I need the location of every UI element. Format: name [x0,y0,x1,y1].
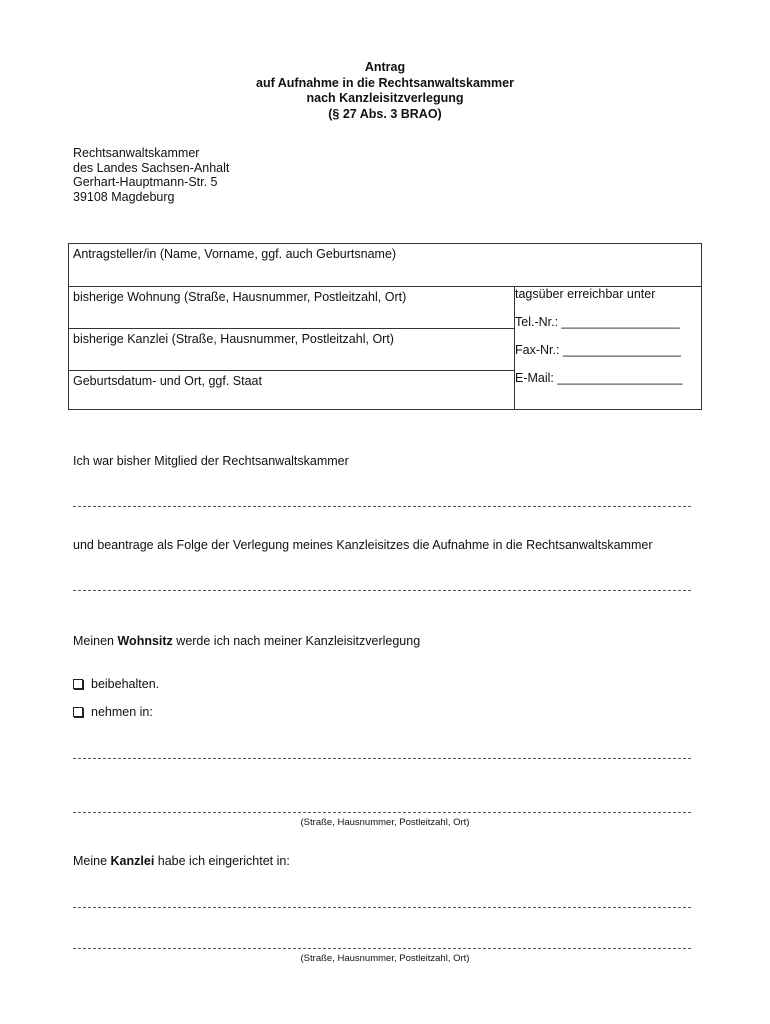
office-prefix: Meine [73,854,111,868]
previous-residence-field[interactable] [69,287,515,329]
applicant-label: Antragsteller/in (Name, Vorname, ggf. auch Geburtsname) [73,247,397,261]
keep-checkbox[interactable] [73,679,83,689]
phone-field[interactable]: Tel.-Nr.: _________________ [515,315,680,329]
new-residence-line-2[interactable] [73,812,691,813]
contact-cell [515,287,702,410]
option-take-row [73,705,153,719]
previous-office-field[interactable] [69,329,515,371]
title-line-4: (§ 27 Abs. 3 BRAO) [328,106,442,121]
residence-statement [73,634,420,648]
new-residence-line-1[interactable] [73,758,691,759]
applicant-form-table [68,243,702,410]
member-text: Ich war bisher Mitglied der Rechtsanwaltskammer [73,454,349,468]
previous-residence-label: bisherige Wohnung (Straße, Hausnummer, Postleitzahl, Ort) [73,290,407,304]
office-suffix: habe ich eingerichtet in: [154,854,290,868]
take-checkbox[interactable] [73,707,83,717]
new-office-line-1[interactable] [73,907,691,908]
email-field[interactable]: E-Mail: __________________ [515,371,683,385]
contact-heading: tagsüber erreichbar unter [515,287,656,301]
residence-prefix: Meinen [73,634,118,648]
birth-label: Geburtsdatum- und Ort, ggf. Staat [73,374,262,388]
recipient-address [73,146,229,204]
birth-field[interactable] [69,371,515,410]
recipient-line-2: des Landes Sachsen-Anhalt [73,160,230,175]
title-line-3: nach Kanzleisitzverlegung [306,91,464,105]
fax-field[interactable]: Fax-Nr.: _________________ [515,343,682,357]
option-keep-label: beibehalten. [91,677,160,691]
option-keep-row [73,677,159,691]
office-statement [73,854,290,868]
address-caption-2: (Straße, Hausnummer, Postleitzahl, Ort) [300,953,470,964]
address-caption-1: (Straße, Hausnummer, Postleitzahl, Ort) [300,817,470,828]
title-line-2: auf Aufnahme in die Rechtsanwaltskammer [256,75,514,90]
recipient-line-4: 39108 Magdeburg [73,189,175,204]
applicant-field[interactable] [69,244,702,287]
office-bold: Kanzlei [110,854,155,868]
option-take-label: nehmen in: [91,705,153,719]
former-chamber-line[interactable] [73,506,691,507]
new-chamber-line[interactable] [73,590,691,591]
recipient-line-1: Rechtsanwaltskammer [73,146,200,160]
new-office-line-2[interactable] [73,948,691,949]
residence-suffix: werde ich nach meiner Kanzleisitzverlegung [172,634,421,648]
previous-office-label: bisherige Kanzlei (Straße, Hausnummer, Postleitzahl, Ort) [73,332,394,346]
residence-bold: Wohnsitz [117,634,173,648]
title-line-1: Antrag [364,60,406,74]
request-text: und beantrage als Folge der Verlegung meines Kanzleisitzes die Aufnahme in die Rechtsanwaltskammer [73,538,653,552]
recipient-line-3: Gerhart-Hauptmann-Str. 5 [73,175,218,189]
document-title [0,60,770,122]
